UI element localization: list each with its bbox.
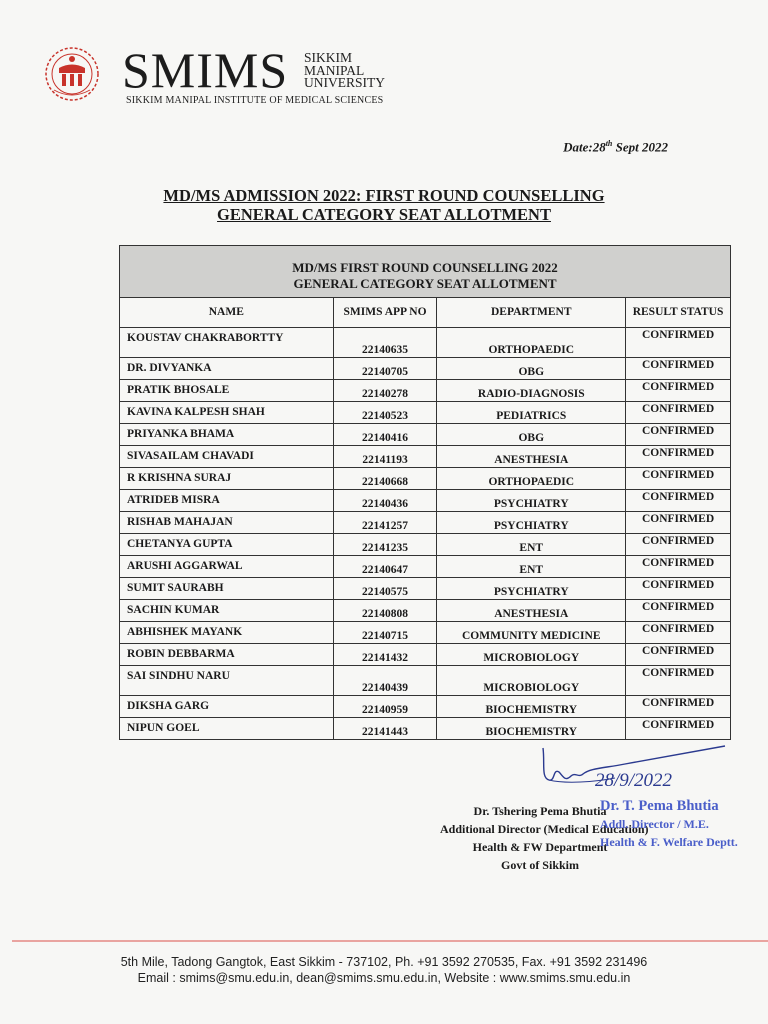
date-label: Date:	[563, 139, 593, 155]
app-number: 22140635	[333, 328, 437, 358]
result-status: CONFIRMED	[626, 380, 731, 402]
result-status: CONFIRMED	[626, 578, 731, 600]
app-number: 22140647	[333, 556, 437, 578]
app-number: 22140523	[333, 402, 437, 424]
footer-contact-line: Email : smims@smu.edu.in, dean@smims.smu.edu.in, Website : www.smims.smu.edu.in	[137, 971, 631, 985]
department: COMMUNITY MEDICINE	[437, 622, 626, 644]
table-row	[120, 600, 731, 622]
institute-name: SIKKIM MANIPAL INSTITUTE OF MEDICAL SCIENCES	[126, 95, 384, 106]
table-row	[120, 328, 731, 358]
column-header-result-status: RESULT STATUS	[626, 298, 731, 328]
department: ENT	[437, 534, 626, 556]
app-number: 22140808	[333, 600, 437, 622]
result-status: CONFIRMED	[626, 718, 731, 740]
brand-name: SMIMS	[122, 42, 289, 98]
department: OBG	[437, 358, 626, 380]
app-number: 22140705	[333, 358, 437, 380]
signatory-department: Health & FW Department	[472, 840, 608, 854]
university-line: MANIPAL	[304, 62, 365, 78]
app-number: 22140416	[333, 424, 437, 446]
result-status: CONFIRMED	[626, 468, 731, 490]
result-status: CONFIRMED	[626, 600, 731, 622]
applicant-name: SIVASAILAM CHAVADI	[120, 446, 334, 468]
result-status: CONFIRMED	[626, 556, 731, 578]
table-row	[120, 402, 731, 424]
table-row	[120, 534, 731, 556]
stamp-line-3: Health & F. Welfare Deptt.	[600, 835, 738, 849]
applicant-name: PRIYANKA BHAMA	[120, 424, 334, 446]
department: PSYCHIATRY	[437, 490, 626, 512]
department: ENT	[437, 556, 626, 578]
applicant-name: SACHIN KUMAR	[120, 600, 334, 622]
title-line-2: GENERAL CATEGORY SEAT ALLOTMENT	[217, 205, 551, 224]
date-day: 28	[592, 139, 606, 155]
applicant-name: PRATIK BHOSALE	[120, 380, 334, 402]
column-header-name: NAME	[120, 298, 334, 328]
date-suffix: th	[605, 139, 613, 148]
result-status: CONFIRMED	[626, 328, 731, 358]
result-status: CONFIRMED	[626, 696, 731, 718]
seat-allotment-table	[119, 245, 731, 740]
applicant-name: DIKSHA GARG	[120, 696, 334, 718]
department: OBG	[437, 424, 626, 446]
university-line: SIKKIM	[304, 50, 353, 65]
result-status: CONFIRMED	[626, 534, 731, 556]
result-status: CONFIRMED	[626, 622, 731, 644]
official-stamp	[600, 797, 738, 851]
column-header-app-no: SMIMS APP NO	[333, 298, 437, 328]
result-status: CONFIRMED	[626, 490, 731, 512]
department: MICROBIOLOGY	[437, 644, 626, 666]
app-number: 22141193	[333, 446, 437, 468]
result-status: CONFIRMED	[626, 666, 731, 696]
smims-seal-logo	[44, 46, 100, 102]
table-row	[120, 666, 731, 696]
department: PSYCHIATRY	[437, 512, 626, 534]
department: MICROBIOLOGY	[437, 666, 626, 696]
department: ANESTHESIA	[437, 446, 626, 468]
signatory-govt: Govt of Sikkim	[500, 858, 579, 872]
table-body	[120, 328, 731, 740]
table-row	[120, 512, 731, 534]
applicant-name: KOUSTAV CHAKRABORTTY	[120, 328, 334, 358]
department: PEDIATRICS	[437, 402, 626, 424]
table-row	[120, 578, 731, 600]
applicant-name: R KRISHNA SURAJ	[120, 468, 334, 490]
university-name	[304, 52, 385, 90]
app-number: 22140715	[333, 622, 437, 644]
app-number: 22141235	[333, 534, 437, 556]
document-title	[0, 186, 768, 224]
applicant-name: RISHAB MAHAJAN	[120, 512, 334, 534]
column-header-department: DEPARTMENT	[437, 298, 626, 328]
signatory-designation: Additional Director (Medical Education)	[440, 822, 649, 836]
result-status: CONFIRMED	[626, 644, 731, 666]
applicant-name: NIPUN GOEL	[120, 718, 334, 740]
department: BIOCHEMISTRY	[437, 718, 626, 740]
stamp-line-2: Addl. Director / M.E.	[600, 817, 709, 831]
signatory-name: Dr. Tshering Pema Bhutia	[473, 804, 607, 818]
app-number: 22141443	[333, 718, 437, 740]
footer-address	[0, 954, 768, 986]
app-number: 22140575	[333, 578, 437, 600]
app-number: 22141257	[333, 512, 437, 534]
applicant-name: ARUSHI AGGARWAL	[120, 556, 334, 578]
table-row	[120, 556, 731, 578]
applicant-name: KAVINA KALPESH SHAH	[120, 402, 334, 424]
department: PSYCHIATRY	[437, 578, 626, 600]
table-row	[120, 358, 731, 380]
applicant-name: CHETANYA GUPTA	[120, 534, 334, 556]
table-row	[120, 446, 731, 468]
app-number: 22140436	[333, 490, 437, 512]
caption-line-2: GENERAL CATEGORY SEAT ALLOTMENT	[293, 275, 557, 291]
result-status: CONFIRMED	[626, 424, 731, 446]
app-number: 22141432	[333, 644, 437, 666]
table-row	[120, 490, 731, 512]
app-number: 22140278	[333, 380, 437, 402]
app-number: 22140668	[333, 468, 437, 490]
result-status: CONFIRMED	[626, 358, 731, 380]
result-status: CONFIRMED	[626, 512, 731, 534]
applicant-name: SAI SINDHU NARU	[120, 666, 334, 696]
table-row	[120, 380, 731, 402]
table-row	[120, 644, 731, 666]
department: ANESTHESIA	[437, 600, 626, 622]
department: ORTHOPAEDIC	[437, 328, 626, 358]
table-caption	[120, 246, 731, 298]
caption-line-1: MD/MS FIRST ROUND COUNSELLING 2022	[292, 259, 558, 275]
document-date	[563, 139, 668, 155]
result-status: CONFIRMED	[626, 446, 731, 468]
university-line: UNIVERSITY	[304, 75, 385, 90]
app-number: 22140439	[333, 666, 437, 696]
department: BIOCHEMISTRY	[437, 696, 626, 718]
applicant-name: ATRIDEB MISRA	[120, 490, 334, 512]
department: RADIO-DIAGNOSIS	[437, 380, 626, 402]
stamp-line-1: Dr. T. Pema Bhutia	[600, 798, 719, 814]
footer-divider	[12, 940, 768, 942]
applicant-name: ROBIN DEBBARMA	[120, 644, 334, 666]
title-line-1: MD/MS ADMISSION 2022: FIRST ROUND COUNSELLING	[163, 186, 605, 205]
footer-address-line: 5th Mile, Tadong Gangtok, East Sikkim - 737102, Ph. +91 3592 270535, Fax. +91 3592 231496	[120, 955, 648, 969]
table-row	[120, 424, 731, 446]
department: ORTHOPAEDIC	[437, 468, 626, 490]
table-row	[120, 718, 731, 740]
table-row	[120, 622, 731, 644]
app-number: 22140959	[333, 696, 437, 718]
applicant-name: DR. DIVYANKA	[120, 358, 334, 380]
table-row	[120, 696, 731, 718]
applicant-name: ABHISHEK MAYANK	[120, 622, 334, 644]
date-rest: Sept 2022	[612, 139, 668, 155]
result-status: CONFIRMED	[626, 402, 731, 424]
table-row	[120, 468, 731, 490]
handwritten-date: 28/9/2022	[595, 770, 673, 791]
handwritten-signature	[535, 738, 735, 798]
applicant-name: SUMIT SAURABH	[120, 578, 334, 600]
